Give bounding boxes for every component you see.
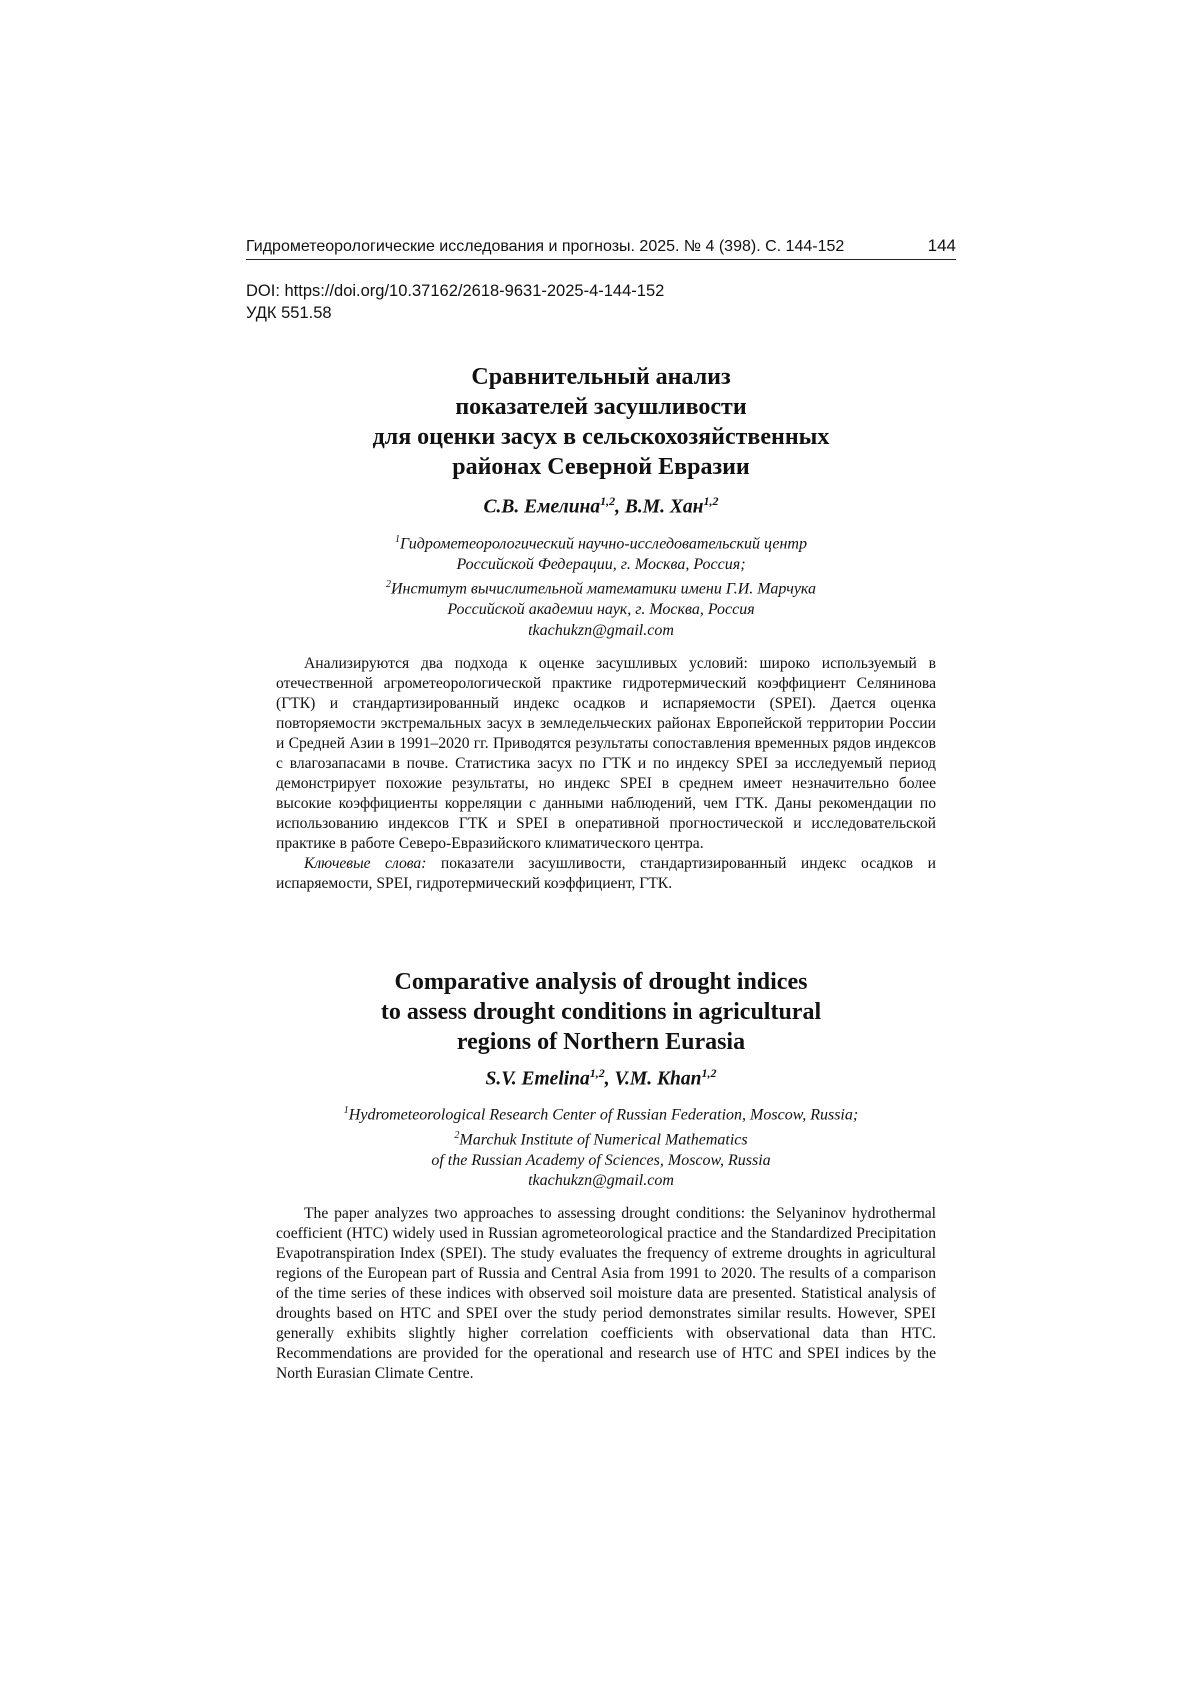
en-author-separator: , <box>604 1068 615 1090</box>
en-abstract <box>276 1204 936 1384</box>
ru-abstract-text: Анализируются два подхода к оценке засушливых условий: широко используемый в отечественной агрометеорологической практике гидротермический коэффициент Селянинова (ГТК) и стандартизированный индекс осадков и испаряемости (SPEI). Дается оценка повторяемости экстремальных засух в земледельческих районах Европейской территории России и Средней Азии в 1991–2020 гг. Приводятся результаты сопоставления временных рядов индексов с влагозапасами в почве. Статистика засух по ГТК и по индексу SPEI за исследуемый период демонстрирует похожие результаты, но индекс SPEI в среднем имеет незначительно более высокие коэффициенты корреляции с данными наблюдений, чем ГТК. Даны рекомендации по использованию индексов ГТК и SPEI в оперативной прогностической и исследовательской практике в работе Северо-Евразийского климатического центра. <box>276 655 936 852</box>
ru-affil-1 <box>246 530 956 555</box>
en-affil-2-sup: 2 <box>454 1129 460 1141</box>
page-number: 144 <box>927 236 956 255</box>
ru-affil-1-sup: 1 <box>395 534 400 545</box>
ru-keywords <box>276 854 936 894</box>
ru-affil-2-line-1: Институт вычислительной математики имени Г.И. Марчука <box>390 580 817 598</box>
en-affil-2-line-1: Marchuk Institute of Numerical Mathematics <box>459 1131 748 1149</box>
article-meta <box>246 280 664 324</box>
doi-line: DOI: https://doi.org/10.37162/2618-9631-2025-4-144-152 <box>246 282 665 300</box>
en-title-line: to assess drought conditions in agricultural <box>380 999 822 1025</box>
en-author-1: S.V. Emelina <box>485 1068 590 1090</box>
journal-citation: Гидрометеорологические исследования и прогнозы. 2025. № 4 (398). С. 144-152 <box>246 238 845 255</box>
en-author-2: V.M. Khan <box>614 1068 702 1090</box>
ru-author-2: В.М. Хан <box>624 496 704 518</box>
en-affil-1-line-1: Hydrometeorological Research Center of Russian Federation, Moscow, Russia; <box>348 1106 859 1124</box>
ru-author-1: С.В. Емелина <box>483 496 601 518</box>
ru-affil-2 <box>246 575 956 600</box>
ru-authors <box>246 494 956 519</box>
en-affil-1 <box>246 1101 956 1126</box>
en-authors <box>246 1066 956 1091</box>
en-title <box>246 967 956 1057</box>
en-email: tkachukzn@gmail.com <box>528 1172 674 1190</box>
ru-affil-1-line-1: Гидрометеорологический научно-исследовательский центр <box>400 535 807 553</box>
en-author-1-affil: 1,2 <box>589 1066 605 1080</box>
ru-email: tkachukzn@gmail.com <box>528 621 674 639</box>
en-author-2-affil: 1,2 <box>701 1066 717 1080</box>
ru-title-line: показателей засушливости <box>455 394 747 420</box>
ru-author-2-affil: 1,2 <box>703 494 719 508</box>
ru-title-line: для оценки засух в сельскохозяйственных <box>372 424 830 450</box>
ru-affil-1-line-2: Российской Федерации, г. Москва, Россия; <box>456 555 746 573</box>
en-title-line: regions of Northern Eurasia <box>456 1029 746 1055</box>
en-affiliations <box>246 1101 956 1192</box>
ru-affil-2-sup: 2 <box>385 579 391 591</box>
ru-affil-2-line-2: Российской академии наук, г. Москва, Россия <box>447 601 755 619</box>
ru-title-line: Сравнительный анализ <box>471 364 731 390</box>
en-affil-2 <box>246 1126 956 1151</box>
ru-abstract <box>276 654 936 894</box>
running-header <box>246 236 956 260</box>
en-affil-2-line-2: of the Russian Academy of Sciences, Moscow, Russia <box>431 1151 771 1169</box>
ru-author-separator: , <box>615 496 625 518</box>
ru-affiliations <box>246 530 956 641</box>
ru-keywords-label: Ключевые слова: <box>304 855 427 872</box>
en-title-line: Comparative analysis of drought indices <box>394 969 808 995</box>
udk-line: УДК 551.58 <box>246 304 332 322</box>
ru-author-1-affil: 1,2 <box>600 494 616 508</box>
en-affil-1-sup: 1 <box>343 1105 349 1116</box>
ru-title <box>246 362 956 482</box>
ru-keywords-text: показатели засушливости, стандартизированный индекс осадков и испаряемости, SPEI, гидротермический коэффициент, ГТК. <box>276 855 936 892</box>
ru-title-line: районах Северной Евразии <box>452 454 750 480</box>
en-abstract-text: The paper analyzes two approaches to assessing drought conditions: the Selyaninov hydrothermal coefficient (HTC) widely used in Russian agrometeorological practice and the Standardized Precipitation Evapotranspiration Index (SPEI). The study evaluates the frequency of extreme droughts in agricultural regions of the European part of Russia and Central Asia from 1991 to 2020. The results of a comparison of the time series of these indices with observed soil moisture data are presented. Statistical analysis of droughts based on HTC and SPEI over the study period demonstrates similar results. However, SPEI generally exhibits slightly higher correlation coefficients with observational data than HTC. Recommendations are provided for the operational and research use of HTC and SPEI indices by the North Eurasian Climate Centre. <box>276 1205 936 1382</box>
